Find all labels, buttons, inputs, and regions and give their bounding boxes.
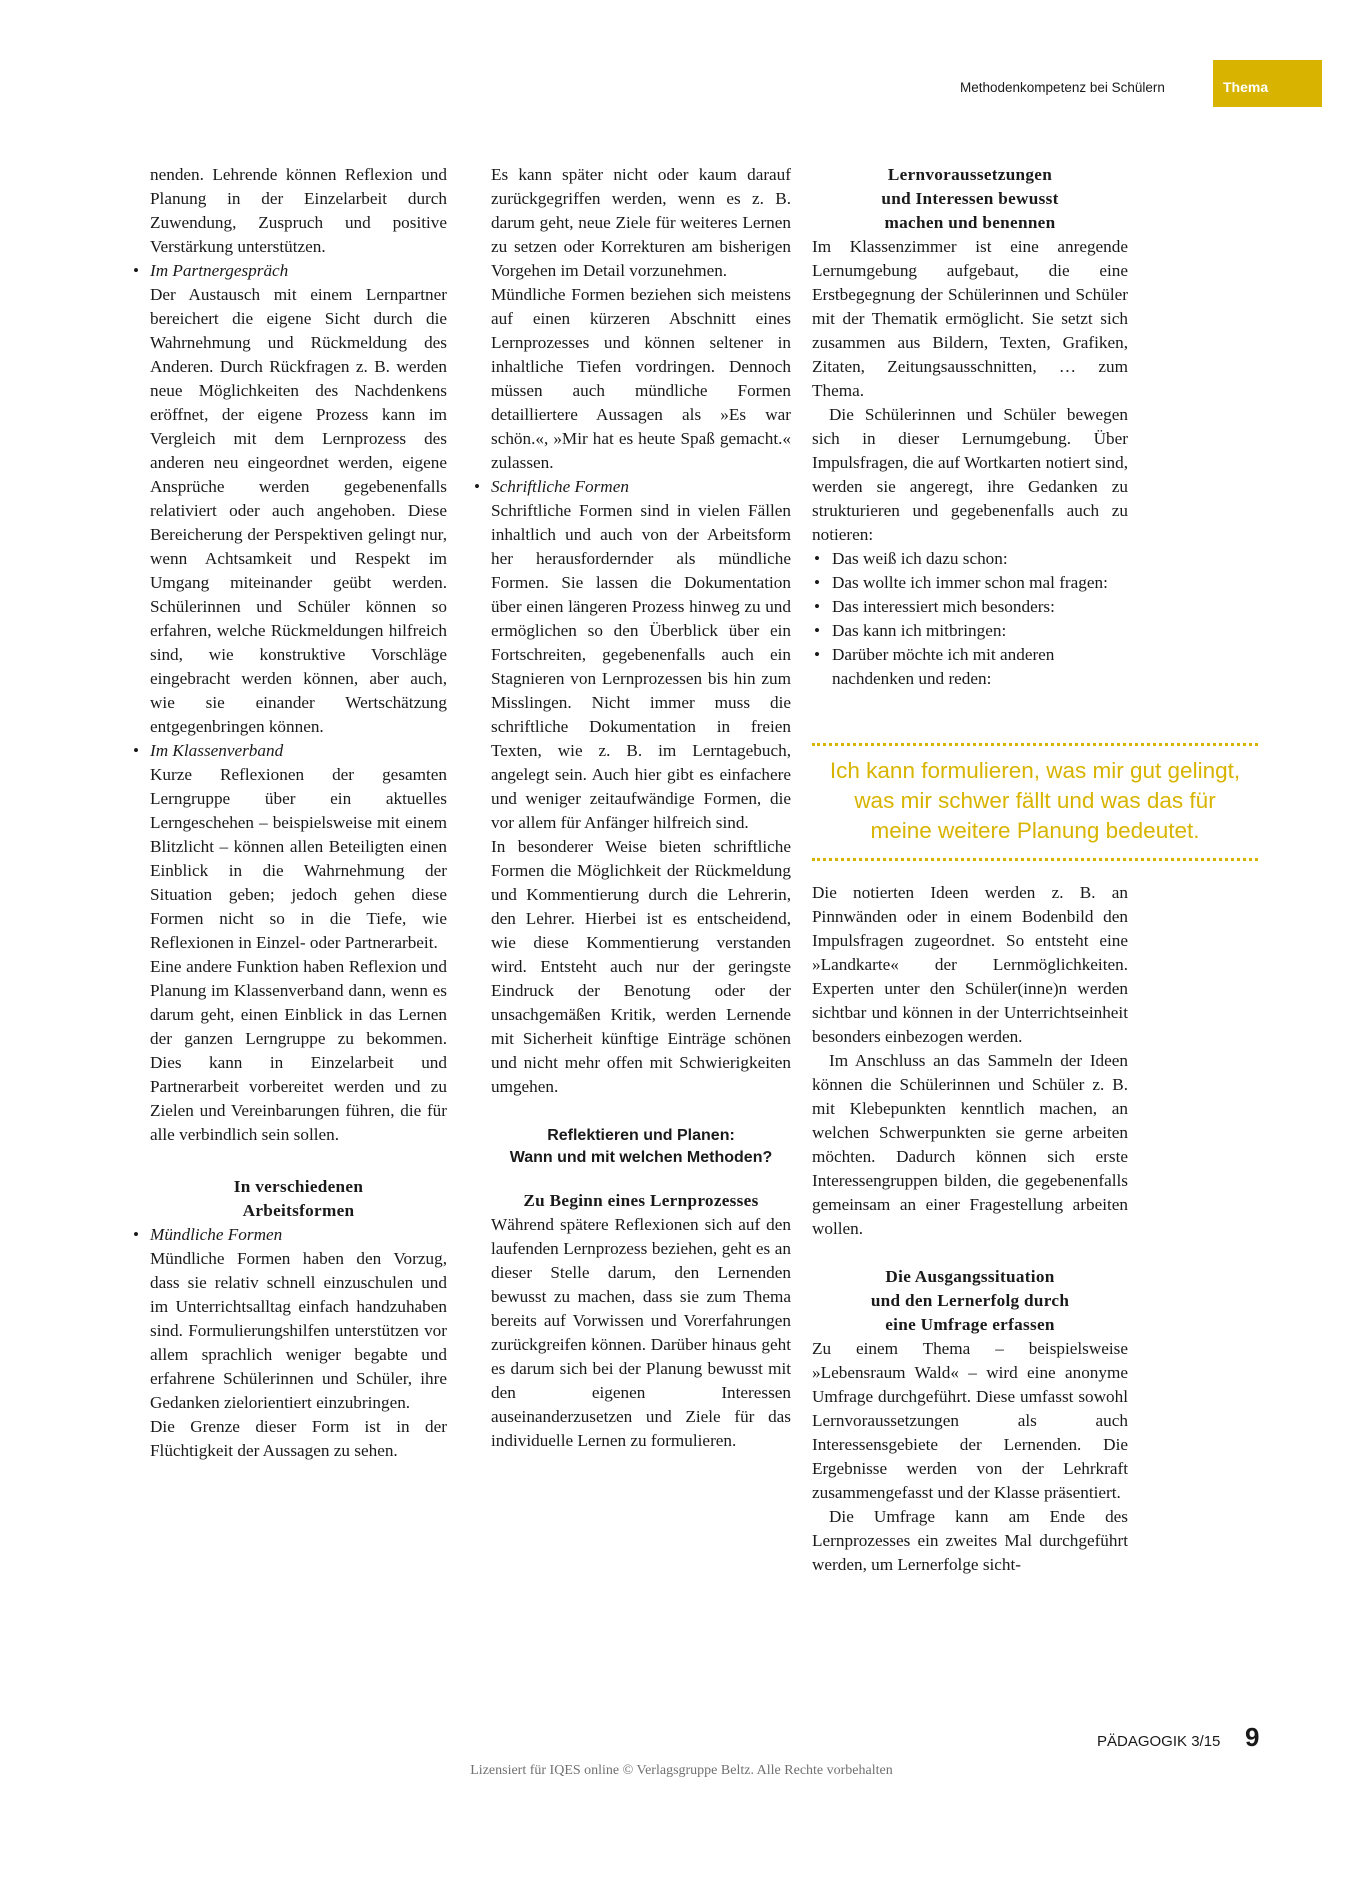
subheading-line: und den Lernerfolg durch bbox=[870, 1291, 1070, 1310]
pull-quote-line: Ich kann formulieren, was mir gut gelingt, bbox=[829, 758, 1241, 783]
pull-quote-line: was mir schwer fällt und was das für bbox=[854, 788, 1216, 813]
list-item-title: Schriftliche Formen bbox=[491, 477, 629, 496]
paragraph: Die Schülerinnen und Schüler bewegen sich in dieser Lernumgebung. Über Impulsfragen, die auf Wortkarten notiert sind, werden sie angeregt, ihre Gedanken zu strukturieren und gegebenenfalls auch zu notieren: bbox=[812, 405, 1128, 544]
section-tab bbox=[1213, 60, 1322, 107]
subheading-lernvoraussetzungen bbox=[812, 163, 1128, 235]
list-item-text: Darüber möchte ich mit anderen nachdenken und reden: bbox=[832, 645, 1055, 688]
paragraph: In besonderer Weise bieten schriftliche Formen die Möglichkeit der Rückmeldung und Kommentierung durch die Lehrerin, den Lehrer. Hierbei ist es entscheidend, wie diese Kommentierung verstanden wird. Entsteht auch nur der geringste Eindruck der Benotung oder der unsachgemäßen Kritik, werden Lernende mit Sicherheit künftige Einträge schönen und nicht mehr offen mit Schwierigkeiten umgehen. bbox=[491, 837, 791, 1096]
list-item bbox=[812, 643, 1128, 691]
list-item bbox=[812, 571, 1128, 595]
paragraph: Im Anschluss an das Sammeln der Ideen können die Schülerinnen und Schüler z. B. mit Klebepunkten kenntlich machen, an welchen Schwerpunkten sie gerne arbeiten möchten. Dadurch können sich erste Interessengruppen bilden, die gegebenenfalls gemeinsam an einer Fragestellung arbeiten wollen. bbox=[812, 1051, 1128, 1238]
paragraph: Kurze Reflexionen der gesamten Lerngruppe über ein aktuelles Lerngeschehen – beispielsweise mit einem Blitzlicht – können allen Beteiligten einen Einblick in die Wahrnehmung der Situation geben; jedoch gehen diese Formen nicht so in die Tiefe, wie Reflexionen in Einzel- oder Partnerarbeit. bbox=[150, 765, 447, 952]
subheading-line: In verschiedenen bbox=[233, 1177, 364, 1196]
section-tab-label: Thema bbox=[1223, 79, 1269, 95]
list-item-text: Das interessiert mich besonders: bbox=[832, 597, 1055, 616]
list-item-klassenverband bbox=[133, 739, 447, 1147]
list-item bbox=[812, 595, 1128, 619]
paragraph: Während spätere Reflexionen sich auf den laufenden Lernprozess beziehen, geht es an dieser Stelle darum, den Lernenden bewusst zu machen, dass sie zum Thema bereits auf Vorwissen und Vorerfahrungen zurückgreifen können. Darüber hinaus geht es darum sich bei der Planung bewusst mit den eigenen Interessen auseinanderzusetzen und Ziele für das individuelle Lernen zu formulieren. bbox=[491, 1215, 791, 1450]
bullet-icon: • bbox=[133, 1225, 140, 1244]
bullet-icon: • bbox=[814, 573, 821, 592]
section-heading-line: Reflektieren und Planen: bbox=[547, 1127, 735, 1144]
bullet-icon: • bbox=[814, 621, 821, 640]
pull-quote-line: meine weitere Planung bedeutet. bbox=[870, 818, 1200, 843]
bullet-icon: • bbox=[474, 477, 481, 496]
paragraph: Eine andere Funktion haben Reflexion und Planung im Klassenverband dann, wenn es darum geht, einen Einblick in das Lernen der ganzen Lerngruppe zu bekommen. Dies kann in Einzelarbeit und Partnerarbeit vorbereitet werden und zu Zielen und Vereinbarungen führen, die für alle verbindlich sein sollen. bbox=[150, 957, 447, 1144]
section-heading-line: Wann und mit welchen Methoden? bbox=[509, 1149, 773, 1166]
subheading-line: Arbeitsformen bbox=[242, 1201, 355, 1220]
subheading-line: und Interessen bewusst bbox=[881, 189, 1059, 208]
paragraph: Zu einem Thema – beispielsweise »Lebensraum Wald« – wird eine anonyme Umfrage durchgeführt. Diese umfasst sowohl Lernvoraussetzungen als auch Interessensgebiete der Lernenden. Die Ergebnisse werden von der Lehrkraft zusammengefasst und der Klasse präsentiert. bbox=[812, 1339, 1128, 1502]
license-notice: Lizensiert für IQES online © Verlagsgruppe Beltz. Alle Rechte vorbehalten bbox=[470, 1763, 893, 1778]
subheading-arbeitsformen bbox=[150, 1175, 447, 1223]
subheading-line: Die Ausgangssituation bbox=[885, 1267, 1055, 1286]
subheading-line: eine Umfrage erfassen bbox=[885, 1315, 1055, 1334]
paragraph: Im Klassenzimmer ist eine anregende Lernumgebung aufgebaut, die eine Erstbegegnung der Schülerinnen und Schüler mit der Thematik ermöglicht. Sie setzt sich zusammen aus Bildern, Texten, Grafiken, Zitaten, Zeitungsausschnitten, … zum Thema. bbox=[812, 237, 1128, 400]
list-item bbox=[812, 619, 1128, 643]
column-middle bbox=[474, 163, 791, 1453]
bullet-icon: • bbox=[814, 549, 821, 568]
paragraph: Die Grenze dieser Form ist in der Flüchtigkeit der Aussagen zu sehen. bbox=[150, 1417, 447, 1460]
subheading-line: machen und benennen bbox=[884, 213, 1056, 232]
subheading-line: Lernvoraussetzungen bbox=[887, 165, 1053, 184]
page-number: 9 bbox=[1245, 1722, 1260, 1752]
list-item-title: Mündliche Formen bbox=[150, 1225, 283, 1244]
bullet-icon: • bbox=[814, 597, 821, 616]
bullet-icon: • bbox=[133, 261, 140, 280]
magazine-name: PÄDAGOGIK bbox=[1097, 1733, 1188, 1750]
list-item-text: Das weiß ich dazu schon: bbox=[832, 549, 1008, 568]
paragraph: Der Austausch mit einem Lernpartner bereichert die eigene Sicht durch die Wahrnehmung und Rückmeldung des Anderen. Durch Rückfragen z. B. werden neue Möglichkeiten des Nachdenkens eröffnet, der eigene Prozess kann im Vergleich mit dem Lernprozess des anderen neu eingeordnet werden, eigene Ansprüche werden gegebenenfalls relativiert oder auch angehoben. Diese Bereicherung der Perspektiven gelingt nur, wenn Achtsamkeit und Respekt im Umgang miteinander geübt werden. Schülerinnen und Schüler können so erfahren, welche Rückmeldungen hilfreich sind, wie konstruktive Vorschläge eingebracht werden können, aber auch, wie sie einander Wertschätzung entgegenbringen können. bbox=[150, 285, 447, 736]
pull-quote-text bbox=[812, 746, 1258, 858]
paragraph: Mündliche Formen haben den Vorzug, dass sie relativ schnell einzuschulen und im Unterrichtsalltag einfach handzuhaben sind. Formulierungshilfen unterstützen vor allem sprachlich weniger begabte und erfahrene Schülerinnen und Schüler, ihre Gedanken zielorientiert einzubringen. bbox=[150, 1249, 447, 1412]
paragraph: Mündliche Formen beziehen sich meistens auf einen kürzeren Abschnitt eines Lernprozesses und können seltener in inhaltliche Tiefen vordringen. Dennoch müssen auch mündliche Formen detailliertere Aussagen als »Es war schön.«, »Mir hat es heute Spaß gemacht.« zulassen. bbox=[491, 285, 791, 472]
issue-number: 3/15 bbox=[1191, 1733, 1221, 1750]
impulse-question-list bbox=[812, 547, 1128, 691]
paragraph: Die notierten Ideen werden z. B. an Pinnwänden oder in einem Bodenbild den Impulsfragen zugeordnet. So entsteht eine »Landkarte« der Lernmöglichkeiten. Experten unter den Schüler(inne)n werden sichtbar und können in der Unterrichtseinheit besonders einbezogen werden. bbox=[812, 883, 1128, 1046]
pull-quote bbox=[812, 743, 1258, 861]
list-item-title: Im Partnergespräch bbox=[150, 261, 289, 280]
paragraph: Es kann später nicht oder kaum darauf zurückgegriffen werden, wenn es z. B. darum geht, neue Ziele für weiteres Lernen zu setzen oder Korrekturen am bisherigen Vorgehen im Detail vorzunehmen. bbox=[491, 165, 791, 280]
paragraph: Schriftliche Formen sind in vielen Fällen inhaltlich und auch von der Arbeitsform her herausfordernder als mündliche Formen. Sie lassen die Dokumentation über einen längeren Prozess hinweg zu und ermöglichen so den Überblick über ein Fortschreiten, gegebenenfalls auch ein Stagnieren von Lernprozessen bis hin zum Misslingen. Nicht immer muss die schriftliche Dokumentation in freien Texten, wie z. B. im Lerntagebuch, angelegt sein. Auch hier gibt es einfachere und weniger zeitaufwändige Formen, die vor allem für Anfänger hilfreich sind. bbox=[491, 501, 791, 832]
list-item-muendliche-formen bbox=[133, 1223, 447, 1463]
column-right bbox=[812, 163, 1128, 1577]
column-left bbox=[133, 163, 447, 1463]
dotted-divider-bottom bbox=[812, 858, 1258, 861]
bullet-icon: • bbox=[133, 741, 140, 760]
magazine-issue bbox=[1097, 1733, 1220, 1750]
list-item bbox=[812, 547, 1128, 571]
subheading-zu-beginn: Zu Beginn eines Lernprozesses bbox=[523, 1191, 759, 1210]
list-item-partnergespraech bbox=[133, 259, 447, 739]
paragraph: nenden. Lehrende können Reflexion und Planung in der Einzelarbeit durch Zuwendung, Zuspruch und positive Verstärkung unterstützen. bbox=[150, 165, 447, 256]
subheading-umfrage bbox=[812, 1265, 1128, 1337]
list-item-text: Das wollte ich immer schon mal fragen: bbox=[832, 573, 1108, 592]
list-item-schriftliche-formen bbox=[474, 475, 791, 1099]
list-item-title: Im Klassenverband bbox=[150, 741, 284, 760]
section-heading bbox=[491, 1125, 791, 1169]
paragraph: Die Umfrage kann am Ende des Lernprozesses ein zweites Mal durchgeführt werden, um Lernerfolge sicht- bbox=[812, 1507, 1128, 1574]
running-head: Methodenkompetenz bei Schülern bbox=[960, 80, 1165, 95]
list-item-text: Das kann ich mitbringen: bbox=[832, 621, 1007, 640]
bullet-icon: • bbox=[814, 645, 821, 664]
